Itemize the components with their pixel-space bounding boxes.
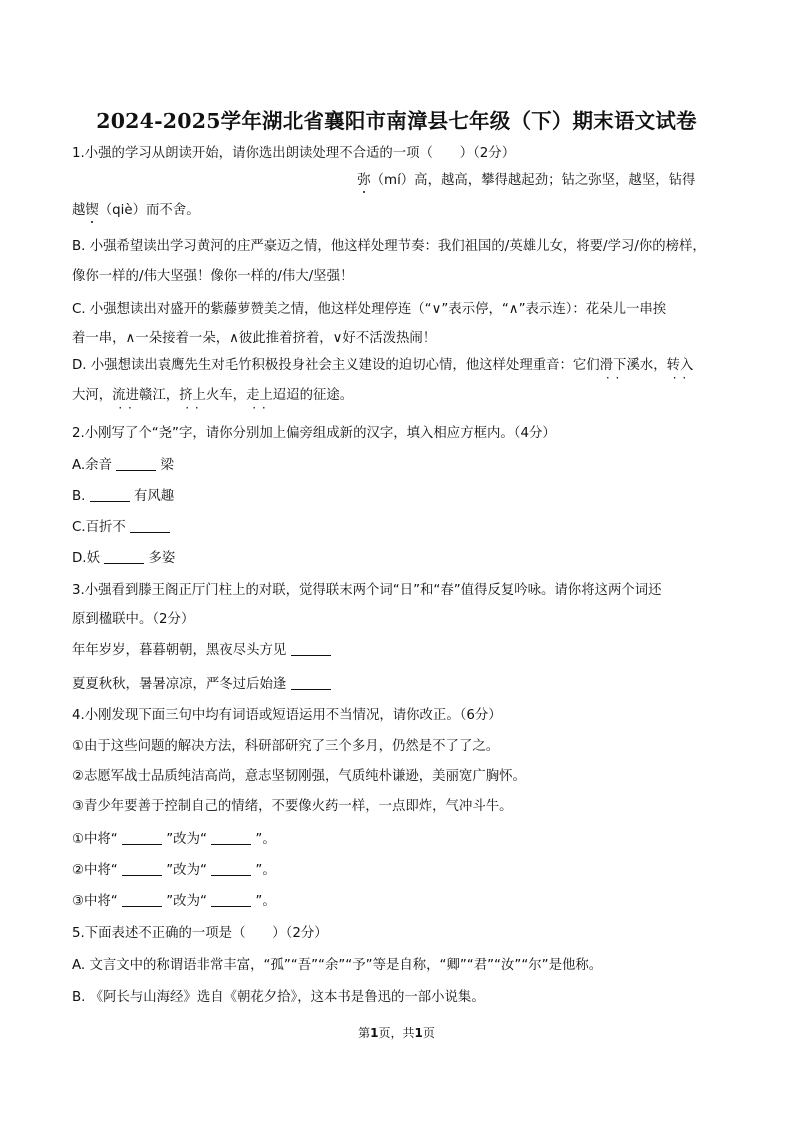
- q4-fill-2: ②中将“ ”改为“ ”。: [72, 863, 276, 878]
- q1-d-stress-word: 挤上 · ·: [179, 388, 206, 403]
- q2-option-b: B. 有风趣: [72, 489, 175, 504]
- q4-sentence-1: ①由于这些问题的解决方法，科研部研究了三个多月，仍然是不了了之。: [72, 739, 500, 754]
- q2-option-c: C.百折不: [72, 519, 170, 537]
- q1-option-b-line2: 像你一样的/伟大坚强！像你一样的/伟大/坚强！: [72, 269, 354, 284]
- q5-option-b: B. 《阿长与山海经》选自《朝花夕拾》，这本书是鲁迅的一部小说集。: [72, 990, 485, 1005]
- page-title: 2024-2025学年湖北省襄阳市南漳县七年级（下）期末语文试卷: [96, 109, 697, 133]
- q1-option-c-line2: 着一串，∧一朵接着一朵，∧彼此推着挤着，∨好不活泼热闹！: [72, 331, 437, 346]
- answer-blank[interactable]: [122, 831, 162, 845]
- q3-couplet-1: 年年岁岁，暮暮朝朝，黑夜尽头方见: [72, 642, 331, 660]
- answer-blank[interactable]: [90, 488, 130, 502]
- q1-option-a-line2: 越锲（qiè）而不舍。: [72, 203, 200, 218]
- q1-stem: 1.小强的学习从朗读开始，请你选出朗读处理不合适的一项（ ）（2分）: [72, 146, 516, 161]
- q2-stem: 2.小刚写了个“尧”字，请你分别加上偏旁组成新的汉字，填入相应方框内。（4分）: [72, 426, 556, 441]
- q1-option-d-line1: D. 小强想读出袁鹰先生对毛竹积极投身社会主义建设的迫切心情，他这样处理重音：它们滑下 · ·溪水，转入 · ·: [72, 357, 693, 375]
- answer-blank[interactable]: [211, 862, 251, 876]
- answer-blank[interactable]: [116, 457, 156, 471]
- answer-blank[interactable]: [211, 831, 251, 845]
- q5-option-a: A. 文言文中的称谓语非常丰富，“孤”“吾”“余”“予”等是自称，“卿”“君”“汝”“尔”是他称。: [72, 958, 603, 973]
- q4-stem: 4.小刚发现下面三句中均有词语或短语运用不当情况，请你改正。（6分）: [72, 708, 502, 723]
- q1-d-stress-word: 流进 · ·: [112, 388, 139, 403]
- q1-d-stress-word: 走上 · ·: [246, 388, 273, 403]
- page-number: 1: [370, 1026, 379, 1040]
- answer-blank[interactable]: [291, 676, 331, 690]
- q4-sentence-2: ②志愿军战士品质纯洁高尚，意志坚韧刚强，气质纯朴谦逊，美丽宽广胸怀。: [72, 769, 526, 784]
- answer-blank[interactable]: [291, 642, 331, 656]
- page-total: 1: [414, 1026, 423, 1040]
- q1-option-b-line1: B. 小强希望读出学习黄河的庄严豪迈之情，他这样处理节奏：我们祖国的/英雄儿女，将要/学习/你的榜样，: [72, 239, 706, 254]
- q1-a-emphasis-char-2: 锲: [85, 203, 99, 218]
- q3-couplet-2: 夏夏秋秋，暑暑凉凉，严冬过后始逢: [72, 676, 331, 694]
- q3-stem-line2: 原到楹联中。（2分）: [72, 612, 195, 627]
- answer-blank[interactable]: [130, 519, 170, 533]
- q2-option-d: D.妖 多姿: [72, 551, 176, 566]
- q4-fill-3: ③中将“ ”改为“ ”。: [72, 894, 276, 909]
- q1-d-stress-word: 滑下 · ·: [600, 358, 627, 373]
- q1-d-stress-word: 转入 · ·: [667, 358, 694, 373]
- q4-sentence-3: ③青少年要善于控制自己的情绪，不要像火药一样，一点即炸，气冲斗牛。: [72, 799, 513, 814]
- q1-option-a-line1-rest: 弥（mí）高，越高，攀得越起劲；钻之弥坚，越坚，钻得: [357, 173, 696, 188]
- q1-a-emphasis-char: 弥: [357, 173, 371, 188]
- answer-blank[interactable]: [122, 862, 162, 876]
- q2-option-a: A.余音 梁: [72, 458, 174, 473]
- answer-blank[interactable]: [122, 893, 162, 907]
- q1-option-d-line2: 大河，流进 · ·赣江，挤上 · ·火车，走上 · ·迢迢的征途。: [72, 387, 353, 405]
- q4-fill-1: ①中将“ ”改为“ ”。: [72, 832, 276, 847]
- page-footer: 第1页，共1页: [358, 1026, 435, 1040]
- q1-option-c-line1: C. 小强想读出对盛开的紫藤萝赞美之情，他这样处理停连（“∨”表示停，“∧”表示连）：花朵儿一串挨: [72, 302, 667, 317]
- q3-stem-line1: 3.小强看到滕王阁正厅门柱上的对联，觉得联末两个词“日”和“春”值得反复吟咏。请你将这两个词还: [72, 583, 662, 598]
- answer-blank[interactable]: [211, 893, 251, 907]
- q5-stem: 5.下面表述不正确的一项是（ ）（2分）: [72, 926, 328, 941]
- answer-blank[interactable]: [104, 550, 144, 564]
